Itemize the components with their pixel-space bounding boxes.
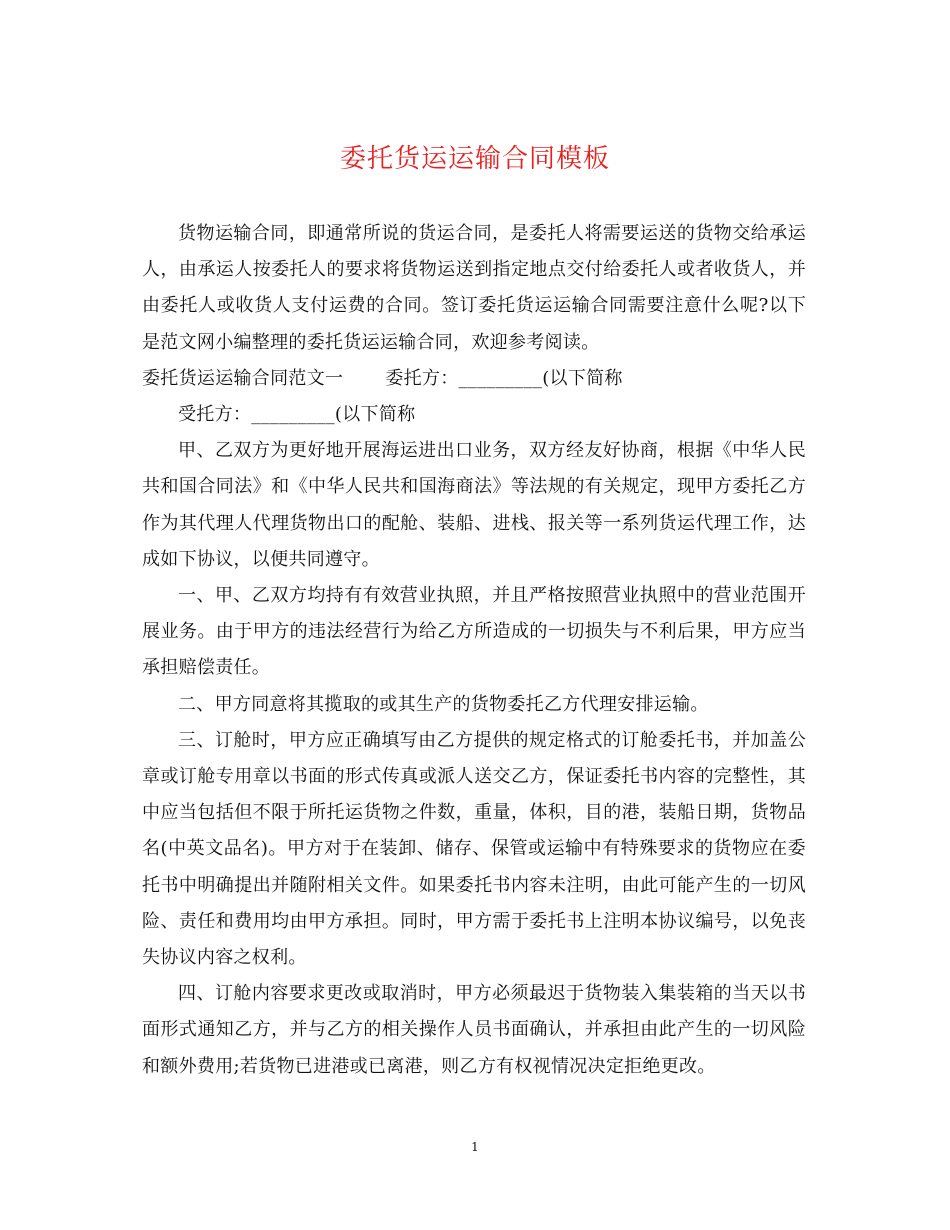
document-title: 委托货运运输合同模板	[339, 144, 610, 174]
sample-heading: 委托货运运输合同范文一	[142, 367, 344, 389]
intro-paragraph: 货物运输合同，即通常所说的货运合同，是委托人将需要运送的货物交给承运人，由承运人按委托人的要求将货物运送到指定地点交付给委托人或者收货人，并由委托人或收货人支付运费的合同。签订委托货运运输合同需要注意什么呢?以下是范文网小编整理的委托货运运输合同，欢迎参考阅读。	[142, 223, 806, 353]
clause-1-paragraph: 一、甲、乙双方均持有有效营业执照，并且严格按照营业执照中的营业范围开展业务。由于甲方的违法经营行为给乙方所造成的一切损失与不利后果，甲方应当承担赔偿责任。	[142, 585, 806, 679]
page-number: 1	[471, 1140, 479, 1154]
clause-4-paragraph: 四、订舱内容要求更改或取消时，甲方必须最迟于货物装入集装箱的当天以书面形式通知乙方，并与乙方的相关操作人员书面确认，并承担由此产生的一切风险和额外费用;若货物已进港或已离港，则乙方有权视情况决定拒绝更改。	[142, 983, 806, 1077]
sample-heading-line	[142, 361, 806, 397]
preamble-paragraph: 甲、乙双方为更好地开展海运进出口业务，双方经友好协商，根据《中华人民共和国合同法》和《中华人民共和国海商法》等法规的有关规定，现甲方委托乙方作为其代理人代理货物出口的配舱、装船、进栈、报关等一系列货运代理工作，达成如下协议，以便共同遵守。	[142, 440, 806, 570]
clause-2-paragraph: 二、甲方同意将其揽取的或其生产的货物委托乙方代理安排运输。	[178, 693, 709, 715]
agent-line: 受托方：_________(以下简称	[178, 404, 416, 426]
document-body	[142, 216, 806, 1085]
client-line: 委托方：_________(以下简称	[385, 367, 623, 389]
clause-3-paragraph: 三、订舱时，甲方应正确填写由乙方提供的规定格式的订舱委托书，并加盖公章或订舱专用章以书面的形式传真或派人送交乙方，保证委托书内容的完整性，其中应当包括但不限于所托运货物之件数，重量，体积，目的港，装船日期，货物品名(中英文品名)。甲方对于在装卸、储存、保管或运输中有特殊要求的货物应在委托书中明确提出并随附相关文件。如果委托书内容未注明，由此可能产生的一切风险、责任和费用均由甲方承担。同时，甲方需于委托书上注明本协议编号，以免丧失协议内容之权利。	[142, 729, 806, 969]
